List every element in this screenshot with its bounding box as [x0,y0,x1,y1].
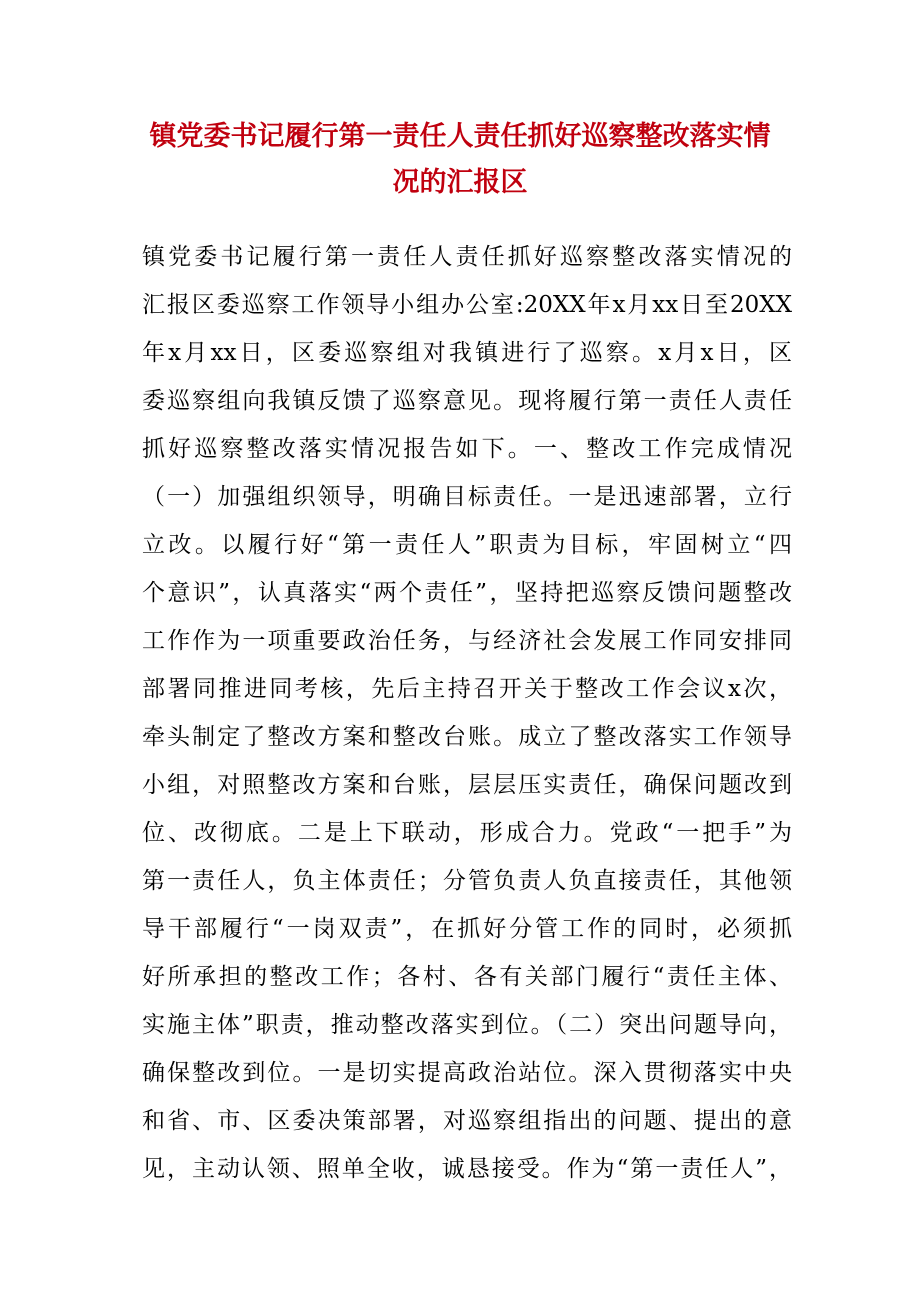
body-line: 镇党委书记履行第一责任人责任抓好巡察整改落实情况的 [142,244,792,270]
body-line: 委巡察组向我镇反馈了巡察意见。现将履行第一责任人责任 [142,388,792,414]
body-line: 个意识”，认真落实“两个责任”，坚持把巡察反馈问题整改 [142,580,792,606]
body-line: 确保整改到位。一是切实提高政治站位。深入贯彻落实中央 [142,1060,792,1086]
body-line: 汇报区委巡察工作领导小组办公室:20XX年x月xx日至20XX [142,292,792,318]
body-line: 和省、市、区委决策部署，对巡察组指出的问题、提出的意 [142,1108,792,1134]
body-line: 好所承担的整改工作；各村、各有关部门履行“责任主体、 [142,964,792,990]
body-line: 年x月xx日，区委巡察组对我镇进行了巡察。x月x日，区 [142,340,792,366]
body-line: 抓好巡察整改落实情况报告如下。一、整改工作完成情况 [142,436,792,462]
body-line: 小组，对照整改方案和台账，层层压实责任，确保问题改到 [142,772,792,798]
body-line: （一）加强组织领导，明确目标责任。一是迅速部署，立行 [142,484,792,510]
document-body [142,233,792,1193]
body-line: 导干部履行“一岗双责”，在抓好分管工作的同时，必须抓 [142,916,792,942]
body-line: 工作作为一项重要政治任务，与经济社会发展工作同安排同 [142,628,792,654]
body-line: 部署同推进同考核，先后主持召开关于整改工作会议x次， [142,676,792,702]
title-line: 况的汇报区 [392,167,528,198]
body-line: 立改。以履行好“第一责任人”职责为目标，牢固树立“四 [142,532,792,558]
body-line: 见，主动认领、照单全收，诚恳接受。作为“第一责任人”， [142,1156,792,1182]
document-title [120,114,800,206]
body-line: 实施主体”职责，推动整改落实到位。（二）突出问题导向， [142,1012,792,1038]
body-line: 牵头制定了整改方案和整改台账。成立了整改落实工作领导 [142,724,792,750]
body-line: 位、改彻底。二是上下联动，形成合力。党政“一把手”为 [142,820,792,846]
title-line: 镇党委书记履行第一责任人责任抓好巡察整改落实情 [149,121,771,152]
body-line: 第一责任人，负主体责任；分管负责人负直接责任，其他领 [142,868,792,894]
